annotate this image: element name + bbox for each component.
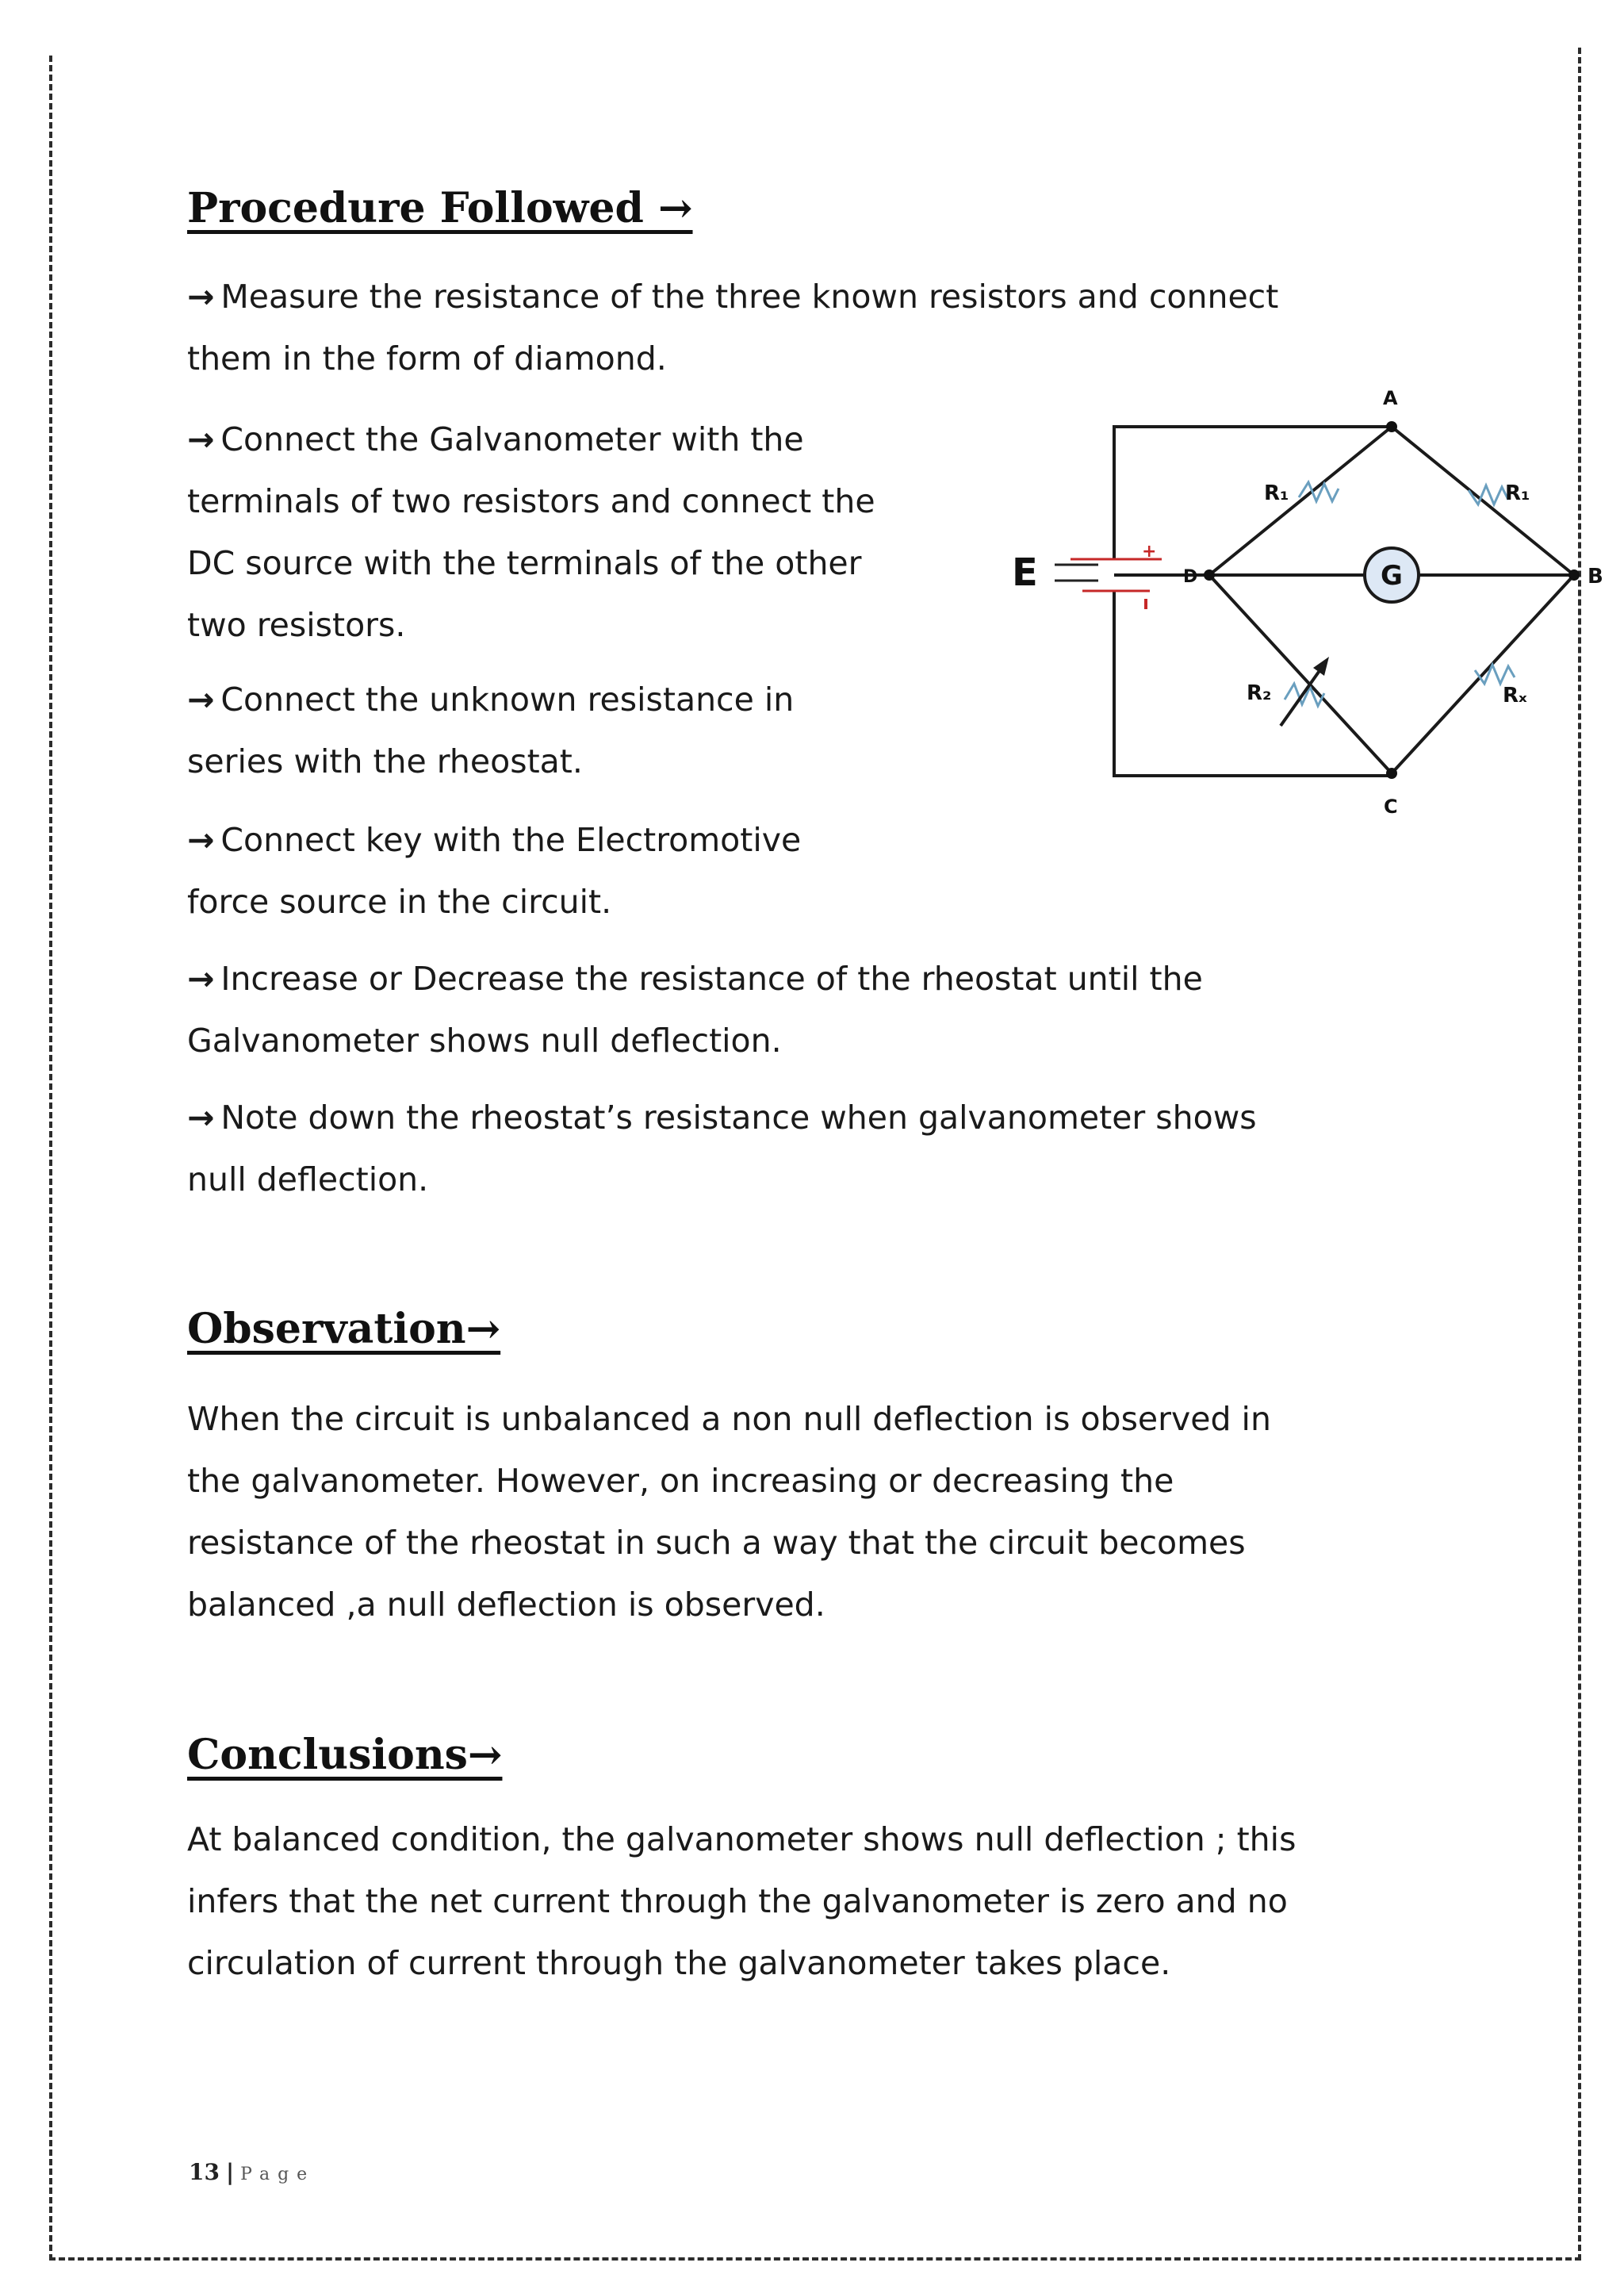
battery-symbol <box>1055 559 1162 609</box>
page-border-left <box>49 56 52 2261</box>
r1-right-label: R₁ <box>1505 481 1530 505</box>
step-line: Measure the resistance of the three known resistors and connect <box>220 278 1279 316</box>
wheatstone-bridge-diagram <box>983 373 1618 833</box>
rheostat-arrow-icon <box>1281 657 1329 726</box>
node-c-label: C <box>1384 796 1398 818</box>
page-label: Page <box>240 2165 316 2184</box>
step-line: Note down the rheostat’s resistance when galvanometer shows <box>220 1099 1257 1137</box>
observation-text <box>187 1388 1271 1636</box>
step-line: Connect key with the Electromotive <box>220 821 802 859</box>
step-line: two resistors. <box>187 606 406 644</box>
node-d-label: D <box>1183 567 1198 587</box>
page-footer <box>189 2159 315 2185</box>
r1-left-label: R₁ <box>1264 481 1289 505</box>
procedure-step-3 <box>187 669 794 792</box>
step-line: Connect the Galvanometer with the <box>220 420 804 458</box>
procedure-step-6 <box>187 1087 1257 1210</box>
arrow-icon: → <box>187 821 215 859</box>
branch-a-b <box>1392 427 1574 575</box>
page-number: 13 <box>189 2159 220 2185</box>
battery-plus-label: + <box>1142 542 1157 562</box>
procedure-step-4 <box>187 809 801 933</box>
observation-line: balanced ,a null deflection is observed. <box>187 1586 825 1624</box>
arrow-icon: → <box>187 278 215 316</box>
step-line: Galvanometer shows null deflection. <box>187 1022 782 1060</box>
conclusions-line: At balanced condition, the galvanometer shows null deflection ; this <box>187 1820 1297 1858</box>
step-line: Connect the unknown resistance in <box>220 681 795 719</box>
conclusions-line: infers that the net current through the galvanometer is zero and no <box>187 1882 1288 1920</box>
step-line: null deflection. <box>187 1160 429 1198</box>
branch-c-b <box>1392 575 1574 773</box>
conclusions-text <box>187 1808 1296 1994</box>
conclusions-heading: Conclusions→ <box>187 1731 503 1779</box>
procedure-step-2 <box>187 408 875 656</box>
step-line: force source in the circuit. <box>187 883 612 921</box>
arrow-icon: → <box>187 681 215 719</box>
page-border-bottom <box>49 2257 1581 2261</box>
branch-d-c <box>1209 575 1392 773</box>
procedure-step-5 <box>187 948 1203 1072</box>
arrow-icon: → <box>187 960 215 998</box>
step-line: them in the form of diamond. <box>187 339 667 378</box>
step-line: terminals of two resistors and connect the <box>187 482 875 520</box>
observation-heading: Observation→ <box>187 1305 501 1353</box>
branch-d-a <box>1209 427 1392 575</box>
step-line: Increase or Decrease the resistance of the rheostat until the <box>220 960 1203 998</box>
conclusions-line: circulation of current through the galvanometer takes place. <box>187 1944 1171 1982</box>
step-line: series with the rheostat. <box>187 742 583 780</box>
footer-separator: | <box>225 2159 235 2185</box>
procedure-heading: Procedure Followed → <box>187 184 693 232</box>
arrow-icon: → <box>187 1099 215 1137</box>
observation-line: the galvanometer. However, on increasing or decreasing the <box>187 1462 1174 1500</box>
procedure-step-1 <box>187 266 1278 389</box>
arrow-icon: → <box>187 420 215 458</box>
source-label: E <box>1012 550 1038 595</box>
observation-line: When the circuit is unbalanced a non null deflection is observed in <box>187 1400 1271 1438</box>
node-a-label: A <box>1383 387 1398 409</box>
rx-label: Rₓ <box>1503 684 1527 708</box>
r2-label: R₂ <box>1247 681 1272 705</box>
galvanometer-label: G <box>1381 560 1403 592</box>
observation-line: resistance of the rheostat in such a way that the circuit becomes <box>187 1524 1246 1562</box>
step-line: DC source with the terminals of the other <box>187 544 862 582</box>
node-b-label: B <box>1588 565 1603 589</box>
